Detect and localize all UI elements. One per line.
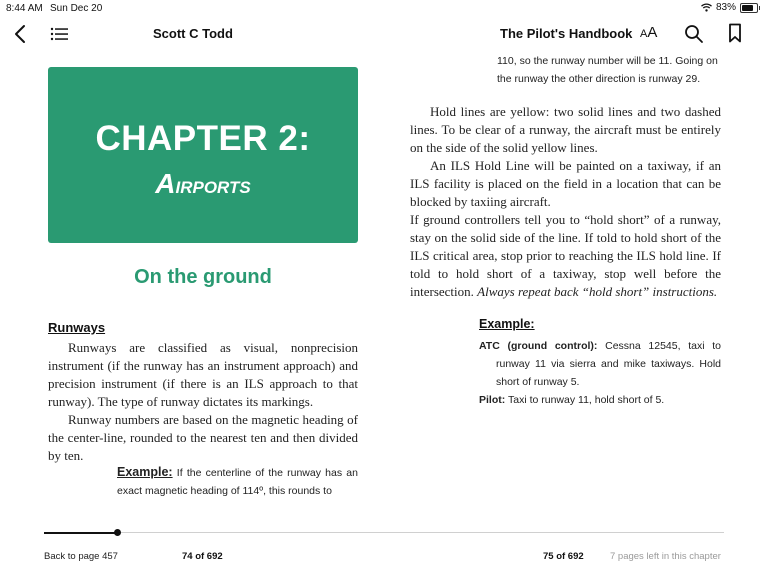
atc-line <box>479 337 721 391</box>
left-example <box>117 463 358 500</box>
example-label: Example: <box>117 465 173 479</box>
paragraph: Runways are classified as visual, nonprecision instrument (if the runway has an instrument approach) and precision instrument (if there is an ILS approach to that runway). The type of runway dictates its markings. <box>48 340 358 409</box>
chevron-left-icon[interactable] <box>10 22 32 46</box>
pilot-label: Pilot: <box>479 394 506 406</box>
battery-level <box>742 5 753 11</box>
pilot-line <box>479 391 721 409</box>
book-author: Scott C Todd <box>153 26 233 41</box>
reader-toolbar <box>0 18 768 52</box>
progress-fill <box>44 532 117 534</box>
chapter-name-initial: A <box>155 168 176 199</box>
status-right <box>701 2 758 13</box>
pilot-text: Taxi to runway 11, hold short of 5. <box>507 394 665 406</box>
pages-left-in-chapter: 7 pages left in this chapter <box>610 551 721 562</box>
progress-knob[interactable] <box>114 529 121 536</box>
bookmark-icon[interactable] <box>728 23 742 43</box>
back-to-page-link[interactable]: Back to page 457 <box>44 551 118 562</box>
status-date: Sun Dec 20 <box>50 3 103 14</box>
paragraph: Runway numbers are based on the magnetic heading of the center-line, rounded to the nearest ten and then divided by ten. <box>48 412 358 463</box>
right-page-number: 75 of 692 <box>543 551 584 562</box>
atc-label: ATC (ground control): <box>479 340 598 352</box>
chapter-name <box>48 168 358 200</box>
font-large-glyph: A <box>647 24 658 41</box>
left-page-number: 74 of 692 <box>182 551 223 562</box>
font-size-button[interactable] <box>640 24 657 41</box>
reading-progress-slider[interactable] <box>44 532 724 533</box>
wifi-icon <box>701 3 712 12</box>
list-icon[interactable] <box>50 26 70 42</box>
paragraph-text: If ground controllers tell you to “hold short” of a runway, stay on the solid side of the line. If told to hold short of the ILS critical area, stop prior to reaching the ILS hold line. If told to hold short of a taxiway, stop well before the intersection. <box>410 212 721 299</box>
status-time: 8:44 AM <box>6 3 43 14</box>
chapter-number: CHAPTER 2: <box>95 119 311 158</box>
paragraph: An ILS Hold Line will be painted on a taxiway, if an ILS facility is placed on the field in a location that can be blocked by taxiing aircraft. <box>410 158 721 209</box>
example-label: Example: <box>479 317 535 331</box>
subsection-heading: Runways <box>48 320 106 335</box>
battery-percent: 83% <box>715 2 736 13</box>
chapter-name-rest: irports <box>175 172 251 199</box>
left-page-body <box>48 339 358 465</box>
magnifier-icon[interactable] <box>684 24 704 44</box>
battery-icon <box>740 3 758 13</box>
section-title: On the ground <box>134 266 272 288</box>
right-page-body <box>410 103 721 301</box>
right-example <box>479 337 721 409</box>
atc-text: Cessna 12545, taxi to runway 11 via sierra and mike taxiways. Hold short of runway 5. <box>496 340 721 388</box>
paragraph-italic: Always repeat back “hold short” instructions. <box>477 284 718 299</box>
right-continued-text: 110, so the runway number will be 11. Going on the runway the other direction is runway 29. <box>497 55 718 85</box>
paragraph <box>410 211 721 301</box>
status-bar <box>0 0 768 16</box>
chapter-banner <box>48 67 358 243</box>
example-text: If the centerline of the runway has an exact magnetic heading of 114º, this rounds to <box>117 467 358 497</box>
book-title: The Pilot's Handbook <box>500 26 633 41</box>
paragraph: Hold lines are yellow: two solid lines and two dashed lines. To be clear of a runway, the aircraft must be entirely on the side of the solid yellow lines. <box>410 104 721 155</box>
font-small-glyph: A <box>640 28 648 40</box>
